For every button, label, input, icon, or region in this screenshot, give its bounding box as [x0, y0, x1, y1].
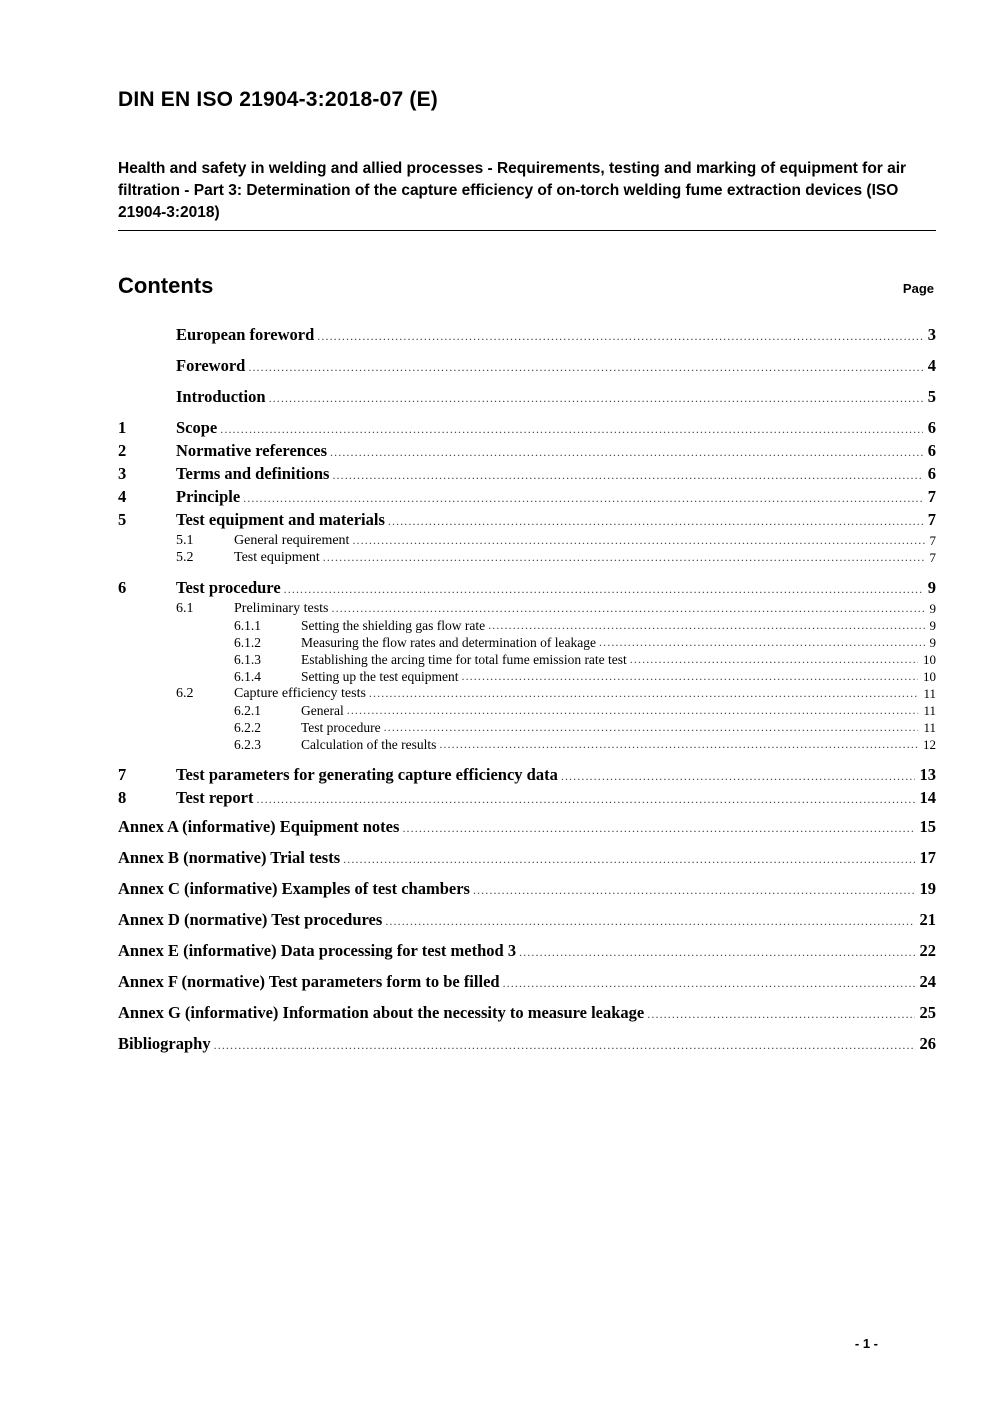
document-title: Health and safety in welding and allied processes - Requirements, testing and marking of equipment for air filtration - Part 3: Determination of the capture efficiency of on-torch welding fume extraction devices (ISO 21904-3:2018): [118, 158, 936, 231]
toc-entry[interactable]: [118, 578, 936, 598]
toc-entry-page: 7: [929, 533, 936, 548]
toc-entry-title: European foreword: [176, 325, 315, 344]
toc-leader-dots: [647, 1007, 914, 1023]
toc-entry[interactable]: [118, 817, 936, 837]
toc-entry-page: 22: [919, 941, 936, 960]
toc-entry-page: 12: [923, 737, 936, 752]
toc-entry-number: 5.2: [176, 550, 194, 565]
toc-entry-title: Setting up the test equipment: [301, 669, 459, 684]
toc-entry-title: Annex B (normative) Trial tests: [118, 848, 341, 867]
toc-entry[interactable]: [118, 720, 936, 736]
toc-entry-number: 6.2.3: [234, 737, 261, 752]
toc-entry-title: Scope: [176, 418, 218, 437]
toc-entry-title: Test equipment and materials: [176, 510, 385, 529]
toc-entry-page: 4: [927, 356, 936, 375]
toc-leader-dots: [630, 652, 918, 668]
toc-entry[interactable]: [118, 325, 936, 345]
toc-leader-dots: [519, 945, 914, 961]
toc-entry-title: Measuring the flow rates and determination of leakage: [301, 635, 597, 650]
toc-entry-title: Annex E (informative) Data processing for test method 3: [118, 941, 517, 960]
toc-entry-page: 15: [919, 817, 936, 836]
toc-entry-title: Test procedure: [301, 720, 381, 735]
toc-leader-dots: [402, 821, 914, 837]
toc-entry-number: 5: [118, 510, 127, 529]
toc-entry-title: Foreword: [176, 356, 246, 375]
toc-leader-dots: [332, 601, 925, 617]
toc-entry-number: 6.1.4: [234, 669, 261, 684]
toc-entry[interactable]: [118, 652, 936, 668]
toc-entry-title: Annex D (normative) Test procedures: [118, 910, 383, 929]
toc-entry-page: 6: [927, 441, 936, 460]
toc-entry-page: 6: [927, 464, 936, 483]
toc-leader-dots: [323, 550, 925, 566]
toc-entry-page: 6: [927, 418, 936, 437]
toc-entry[interactable]: [118, 669, 936, 685]
toc-leader-dots: [332, 468, 922, 484]
toc-entry[interactable]: [118, 487, 936, 507]
toc-entry-title: Setting the shielding gas flow rate: [301, 618, 486, 633]
toc-leader-dots: [384, 720, 919, 736]
toc-entry-title: General: [301, 703, 344, 718]
toc-leader-dots: [461, 669, 918, 685]
toc-entry-title: Bibliography: [118, 1034, 211, 1053]
toc-entry[interactable]: [118, 972, 936, 992]
document-number: DIN EN ISO 21904-3:2018-07 (E): [118, 88, 438, 111]
toc-entry-page: 13: [919, 765, 936, 784]
toc-entry-number: 1: [118, 418, 127, 437]
toc-entry-number: 6.1.1: [234, 618, 261, 633]
toc-entry-title: Annex A (informative) Equipment notes: [118, 817, 400, 836]
toc-entry-number: 3: [118, 464, 127, 483]
toc-entry[interactable]: [118, 533, 936, 549]
toc-entry-number: 6: [118, 578, 127, 597]
contents-header: [118, 273, 936, 299]
toc-entry[interactable]: [118, 1034, 936, 1054]
toc-entry-page: 7: [927, 510, 936, 529]
toc-leader-dots: [369, 686, 919, 702]
toc-leader-dots: [439, 737, 918, 753]
toc-entry-page: 10: [923, 652, 936, 667]
page-column-label: Page: [902, 281, 934, 296]
toc-leader-dots: [256, 792, 914, 808]
footer-page-number: - 1 -: [854, 1336, 878, 1351]
toc-entry-number: 2: [118, 441, 127, 460]
toc-entry[interactable]: [118, 387, 936, 407]
toc-entry-title: Terms and definitions: [176, 464, 330, 483]
toc-entry-number: 4: [118, 487, 127, 506]
toc-entry-title: Calculation of the results: [301, 737, 437, 752]
toc-entry-number: 6.1.2: [234, 635, 261, 650]
toc-entry[interactable]: [118, 618, 936, 634]
toc-leader-dots: [473, 883, 915, 899]
toc-entry-page: 10: [923, 669, 936, 684]
toc-leader-dots: [243, 491, 923, 507]
toc-leader-dots: [284, 582, 923, 598]
toc-entry[interactable]: [118, 765, 936, 785]
toc-entry[interactable]: [118, 703, 936, 719]
toc-entry-page: 7: [927, 487, 936, 506]
toc-entry[interactable]: [118, 550, 936, 566]
toc-entry-page: 25: [919, 1003, 936, 1022]
toc-entry-page: 26: [919, 1034, 936, 1053]
toc-entry-page: 3: [927, 325, 936, 344]
toc-entry-title: Annex G (informative) Information about the necessity to measure leakage: [118, 1003, 645, 1022]
toc-entry-number: 5.1: [176, 533, 194, 548]
toc-entry-title: Test procedure: [176, 578, 281, 597]
toc-entry[interactable]: [118, 510, 936, 530]
toc-entry-page: 24: [919, 972, 936, 991]
toc-entry[interactable]: [118, 418, 936, 438]
toc-leader-dots: [352, 533, 924, 549]
page-sheet: [56, 0, 936, 1403]
toc-entry-title: Establishing the arcing time for total fume emission rate test: [301, 652, 627, 667]
toc-leader-dots: [347, 703, 919, 719]
toc-entry[interactable]: [118, 686, 936, 702]
toc-entry-page: 14: [919, 788, 936, 807]
toc-entry-title: General requirement: [234, 533, 350, 548]
toc-entry-number: 8: [118, 788, 127, 807]
toc-entry-page: 21: [919, 910, 936, 929]
toc-leader-dots: [248, 360, 922, 376]
toc-leader-dots: [599, 635, 924, 651]
toc-entry-title: Preliminary tests: [234, 601, 329, 616]
toc-entry-title: Test report: [176, 788, 254, 807]
toc-leader-dots: [388, 514, 923, 530]
toc-entry-page: 11: [923, 703, 936, 718]
toc-entry-title: Annex F (normative) Test parameters form to be filled: [118, 972, 500, 991]
toc-entry[interactable]: [118, 941, 936, 961]
toc-entry[interactable]: [118, 601, 936, 617]
toc-leader-dots: [343, 852, 914, 868]
toc-entry-page: 11: [923, 686, 936, 701]
toc-entry[interactable]: [118, 441, 936, 461]
toc-entry-page: 9: [929, 635, 936, 650]
toc-entry-page: 5: [927, 387, 936, 406]
toc-leader-dots: [330, 445, 923, 461]
toc-entry[interactable]: [118, 464, 936, 484]
toc-entry-page: 9: [927, 578, 936, 597]
toc-entry[interactable]: [118, 356, 936, 376]
toc-entry-page: 9: [929, 601, 936, 616]
toc-leader-dots: [488, 618, 924, 634]
toc-entry[interactable]: [118, 635, 936, 651]
toc-entry-page: 17: [919, 848, 936, 867]
toc-entry[interactable]: [118, 848, 936, 868]
toc-entry-title: Principle: [176, 487, 241, 506]
toc-entry[interactable]: [118, 788, 936, 808]
toc-entry-title: Test parameters for generating capture efficiency data: [176, 765, 558, 784]
toc-entry-title: Annex C (informative) Examples of test chambers: [118, 879, 470, 898]
toc-entry-page: 19: [919, 879, 936, 898]
toc-leader-dots: [220, 422, 923, 438]
toc-entry-page: 11: [923, 720, 936, 735]
toc-entry-number: 6.1.3: [234, 652, 261, 667]
toc-entry-title: Test equipment: [234, 550, 320, 565]
toc-leader-dots: [385, 914, 914, 930]
toc-entry-number: 6.2.1: [234, 703, 261, 718]
toc-entry-number: 6.2.2: [234, 720, 261, 735]
toc-entry[interactable]: [118, 910, 936, 930]
table-of-contents: [118, 325, 936, 1054]
toc-entry-number: 6.2: [176, 686, 194, 701]
toc-entry-page: 7: [929, 550, 936, 565]
toc-leader-dots: [214, 1038, 915, 1054]
toc-leader-dots: [503, 976, 915, 992]
toc-leader-dots: [561, 769, 915, 785]
toc-leader-dots: [269, 391, 923, 407]
toc-entry[interactable]: [118, 879, 936, 899]
toc-entry-number: 7: [118, 765, 127, 784]
toc-entry-title: Normative references: [176, 441, 328, 460]
contents-heading: Contents: [118, 273, 214, 298]
toc-entry-title: Introduction: [176, 387, 266, 406]
toc-entry[interactable]: [118, 737, 936, 753]
toc-entry-number: 6.1: [176, 601, 194, 616]
toc-entry[interactable]: [118, 1003, 936, 1023]
toc-leader-dots: [317, 329, 922, 345]
toc-entry-page: 9: [929, 618, 936, 633]
toc-entry-title: Capture efficiency tests: [234, 686, 366, 701]
